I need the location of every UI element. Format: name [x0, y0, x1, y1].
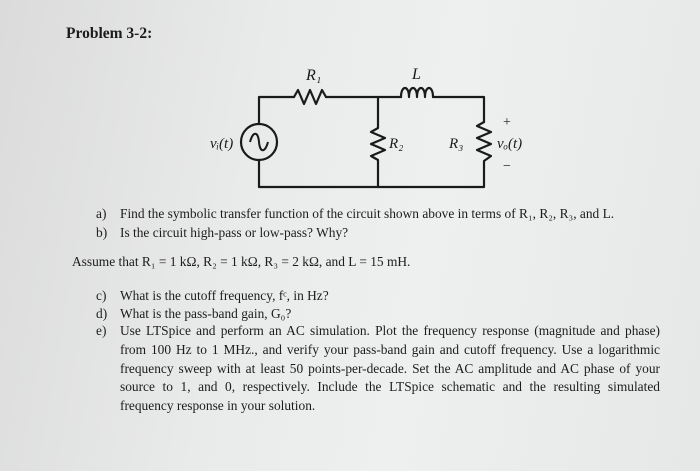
l-label: L — [412, 66, 421, 83]
question-c-label: c) — [96, 288, 107, 303]
wire-r3 — [477, 122, 491, 167]
wire-top-left — [259, 97, 294, 123]
wire-r2 — [371, 97, 385, 187]
vout-label: vₒ(t) — [497, 136, 523, 152]
wire-bottom-left — [259, 161, 484, 187]
question-d-label: d) — [96, 306, 108, 321]
r3-label: R₃ — [449, 136, 464, 152]
assumption-line: Assume that R₁ = 1 kΩ, R₂ = 1 kΩ, R₃ = 2 kΩ, and L = 15 mH. — [72, 254, 411, 269]
question-a-label: a) — [96, 206, 107, 221]
question-b-label: b) — [96, 225, 108, 240]
question-a-text: Find the symbolic transfer function of the circuit shown above in terms of R₁, R₂, R₃, and L. — [120, 206, 615, 221]
question-b-text: Is the circuit high-pass or low-pass? Why? — [120, 225, 349, 240]
wire-top-right — [433, 97, 484, 122]
question-d-text: What is the pass-band gain, G₀? — [120, 306, 292, 321]
question-e-text: Use LTSpice and perform an AC simulation. Plot the frequency response (magnitude and phase) from 100 Hz to 1 MHz., and verify your pass-band gain and cutoff frequency. Use a logarithmic frequency sweep with at least 50 points-per-decade. Set the AC amplitude and AC phase of your source to 1, and 0, respectively. Include the LTSpice schematic and the resulting simulated frequency response in your solution. — [120, 323, 660, 414]
source-label: vᵢ(t) — [210, 136, 234, 152]
minus-sign: − — [503, 159, 511, 174]
r1-label: R₁ — [306, 67, 322, 84]
resistor-r1 — [294, 90, 326, 104]
inductor-l — [401, 88, 433, 97]
question-c-text: What is the cutoff frequency, fᶜ, in Hz? — [120, 288, 329, 303]
plus-sign: + — [503, 115, 511, 130]
question-e-label: e) — [96, 323, 107, 338]
sine-wave-icon — [250, 134, 268, 151]
problem-title: Problem 3-2: — [66, 25, 153, 42]
r2-label: R₂ — [389, 136, 404, 152]
